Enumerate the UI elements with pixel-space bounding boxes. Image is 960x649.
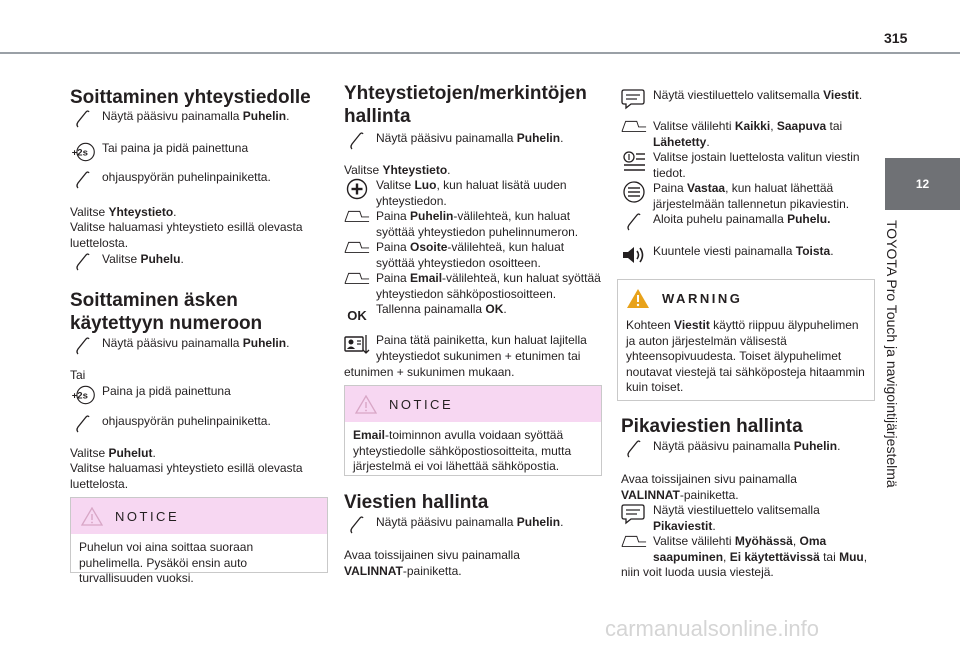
- step-sort: Paina tätä painiketta, kun haluat lajitella yhteystiedot sukunimen + etunimen tai: [344, 333, 606, 364]
- step-select-contact-2: Valitse Yhteystieto.: [344, 163, 451, 177]
- step-address-tab: Paina Osoite-välilehteä, kun haluat syöttää yhteystiedon osoitteen.: [344, 240, 606, 271]
- step-start-call: Aloita puhelu painamalla Puhelu.: [621, 212, 879, 232]
- chapter-side-title: TOYOTA Pro Touch ja navigointijärjestelmä: [884, 220, 900, 488]
- step-quick-tab: Valitse välilehti Myöhässä, Oma saapuminen, Ei käytettävissä tai Muu,: [621, 534, 879, 565]
- chapter-tab[interactable]: 12: [885, 158, 960, 210]
- phone-handset-icon: [621, 439, 647, 459]
- step-create: Valitse Luo, kun haluat lisätä uuden yhteystiedon.: [344, 178, 606, 209]
- tab-icon: [344, 240, 370, 254]
- step-quick-cont: niin voit luoda uusia viestejä.: [621, 565, 774, 579]
- svg-text:+2s: +2s: [71, 147, 88, 159]
- step-select-calls: Valitse Puhelut.: [70, 446, 156, 460]
- heading-contacts-management: Yhteystietojen/merkintöjen hallinta: [344, 83, 587, 127]
- notice-label: NOTICE: [389, 396, 454, 412]
- step-select-tab: Valitse välilehti Kaikki, Saapuva tai Lähetetty.: [621, 119, 879, 150]
- notice-triangle-icon: [81, 507, 103, 526]
- step-press-hold-2: +2s Paina ja pidä painettuna: [70, 384, 330, 406]
- heading-recent-number: Soittaminen äsken käytettyyn numeroon: [70, 290, 263, 334]
- step-choose-contact: Valitse haluamasi yhteystieto esillä olevasta luettelosta.: [70, 220, 303, 250]
- phone-handset-icon: [621, 212, 647, 232]
- page-number: 315: [884, 30, 908, 46]
- tab-icon: [344, 271, 370, 285]
- warning-box-messages: [617, 279, 875, 401]
- step-quick-list: Näytä viestiluettelo valitsemalla Pikaviestit.: [621, 503, 879, 534]
- notice-text: Puhelun voi aina soittaa suoraan puhelimella. Pysäköi ensin auto turvallisuuden vuoksi.: [79, 540, 254, 585]
- warning-text: Kohteen Viestit käyttö riippuu älypuhelimen ja auton järjestelmän välisestä yhteensopivuudesta. Toiset älypuhelimet noutavat viestejä tai sähköposteja hitaammin kuin toiset.: [626, 318, 865, 394]
- message-bubble-icon: [621, 88, 647, 110]
- step-steering-button-2: ohjauspyörän puhelinpainiketta.: [70, 414, 330, 434]
- text-or: Tai: [70, 368, 86, 382]
- heading-quick-messages: Pikaviestien hallinta: [621, 416, 803, 437]
- step-options: Avaa toissijainen sivu painamalla VALINNAT-painiketta.: [344, 548, 520, 578]
- tab-icon: [621, 534, 647, 548]
- warning-triangle-icon: [626, 288, 650, 309]
- sort-contacts-icon: [344, 333, 370, 355]
- reply-list-icon: [621, 181, 647, 203]
- press-hold-2s-icon: [70, 384, 96, 406]
- phone-handset-icon: [70, 170, 96, 190]
- step-show-main-2: Näytä pääsivu painamalla Puhelin.: [70, 336, 330, 356]
- add-circle-icon: [344, 178, 370, 200]
- heading-messages: Viestien hallinta: [344, 492, 489, 513]
- warning-label: WARNING: [662, 290, 743, 306]
- step-options-2: Avaa toissijainen sivu painamalla VALINNAT-painiketta.: [621, 472, 797, 502]
- step-show-main: Näytä pääsivu painamalla Puhelin.: [70, 109, 330, 129]
- svg-text:+2s: +2s: [71, 390, 88, 402]
- press-hold-2s-icon: [70, 141, 96, 163]
- tab-icon: [344, 209, 370, 223]
- notice-label: NOTICE: [115, 508, 180, 524]
- phone-handset-icon: [344, 515, 370, 535]
- notice-text: Email-toiminnon avulla voidaan syöttää yhteystiedolle sähköpostiosoitteita, mutta järjestelmä ei voi lähettää sähköpostia.: [353, 428, 572, 473]
- header-divider: [0, 52, 960, 54]
- phone-handset-icon: [344, 131, 370, 151]
- step-show-main-4: Näytä pääsivu painamalla Puhelin.: [344, 515, 606, 535]
- message-bubble-icon: [621, 503, 647, 525]
- step-phone-tab: Paina Puhelin-välilehteä, kun haluat syöttää yhteystiedon puhelinnumeron.: [344, 209, 606, 240]
- step-show-main-5: Näytä pääsivu painamalla Puhelin.: [621, 439, 879, 459]
- step-save-ok: OK Tallenna painamalla OK.: [344, 302, 606, 324]
- step-choose-contact-2: Valitse haluamasi yhteystieto esillä olevasta luettelosta.: [70, 461, 303, 491]
- step-play-message: Kuuntele viesti painamalla Toista.: [621, 244, 879, 266]
- step-select-details: Valitse jostain luettelosta valitun viestin tiedot.: [621, 150, 879, 181]
- heading-call-contact: Soittaminen yhteystiedolle: [70, 87, 311, 108]
- step-select-contact: Valitse Yhteystieto.: [70, 205, 177, 219]
- speaker-icon: [621, 244, 647, 266]
- ok-icon: OK: [347, 308, 367, 323]
- phone-handset-icon: [70, 109, 96, 129]
- step-show-main-3: Näytä pääsivu painamalla Puhelin.: [344, 131, 604, 151]
- tab-icon: [621, 119, 647, 133]
- phone-handset-icon: [70, 414, 96, 434]
- step-sort-cont: etunimen + sukunimen mukaan.: [344, 365, 515, 379]
- step-reply: Paina Vastaa, kun haluat lähettää järjestelmään tallennetun pikaviestin.: [621, 181, 879, 212]
- notice-triangle-icon: [355, 395, 377, 414]
- notice-box-email: [344, 385, 602, 476]
- step-steering-button: ohjauspyörän puhelinpainiketta.: [70, 170, 330, 190]
- step-show-messages: Näytä viestiluettelo valitsemalla Viestit.: [621, 88, 879, 110]
- phone-handset-icon: [70, 252, 96, 272]
- watermark: carmanualsonline.info: [605, 616, 820, 641]
- step-select-call: Valitse Puhelu.: [70, 252, 330, 272]
- step-press-hold: +2s Tai paina ja pidä painettuna: [70, 141, 330, 163]
- notice-box-safety: [70, 497, 328, 585]
- step-email-tab: Paina Email-välilehteä, kun haluat syöttää yhteystiedon sähköpostiosoitteen.: [344, 271, 606, 302]
- phone-handset-icon: [70, 336, 96, 356]
- list-details-icon: [621, 150, 647, 172]
